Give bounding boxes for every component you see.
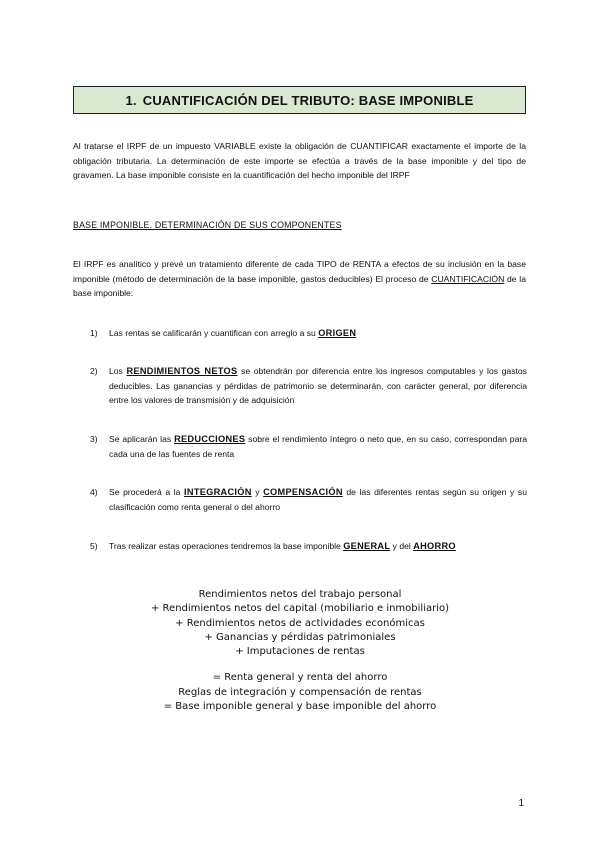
list-text: Tras realizar estas operaciones tendremos la base imponible: [109, 541, 344, 551]
list-emphasis: REDUCCIONES: [174, 434, 246, 444]
formula-line: + Rendimientos netos de actividades económicas: [175, 617, 425, 629]
formula-result-line: = Base imponible general y base imponible del ahorro: [163, 701, 437, 713]
formula-block: [0, 588, 600, 714]
formula-line: + Imputaciones de rentas: [235, 646, 365, 658]
list-emphasis: RENDIMIENTOS NETOS: [126, 366, 238, 376]
list-emphasis: GENERAL: [343, 541, 391, 551]
list-marker: 5): [90, 541, 98, 551]
list-emphasis: INTEGRACIÓN: [184, 487, 252, 497]
list-text-after: se obtendrán por diferencia entre los ingresos computables y los gastos deducibles. Las ganancias y pérdidas de patrimonio se determinarán, con carácter general, por diferencia entre los valores de transmisión y de adquisición: [109, 366, 527, 405]
list-marker: 1): [90, 328, 98, 338]
list-text-mid: y: [251, 487, 264, 497]
formula-gap: [0, 659, 600, 671]
list-emphasis-2: AHORRO: [413, 541, 456, 551]
formula-line: Rendimientos netos del trabajo personal: [198, 589, 402, 600]
list-item: [90, 432, 527, 461]
list-text: Las rentas se calificarán y cuantifican con arreglo a su: [109, 328, 319, 338]
list-text: Se aplicarán las: [109, 434, 175, 444]
process-text-after: de la base imponible:: [73, 273, 526, 298]
page-number: 1: [518, 798, 524, 809]
title-number: 1.: [125, 92, 137, 108]
process-text-before: El IRPF es analítico y prevé un tratamiento diferente de cada TIPO de RENTA a efectos de su inclusión en la base imponible (método de determinación de la base imponible, gastos deducibles) El proceso de: [73, 259, 526, 284]
list-emphasis-2: COMPENSACIÓN: [263, 487, 343, 497]
list-text: Los: [109, 366, 127, 376]
process-underlined: CUANTIFICACIÓN: [431, 273, 505, 284]
page-title: [73, 86, 526, 114]
list-item: [90, 326, 527, 341]
list-emphasis: ORIGEN: [318, 328, 357, 338]
process-paragraph: [73, 257, 526, 301]
list-text-after: de las diferentes rentas según su origen y su clasificación como renta general o del ahorro: [109, 487, 527, 512]
list-item: [90, 485, 527, 514]
formula-result-line: Reglas de integración y compensación de rentas: [178, 686, 422, 698]
list-item: [90, 539, 527, 554]
formula-line: + Ganancias y pérdidas patrimoniales: [204, 631, 396, 643]
list-item: [90, 364, 527, 408]
list-marker: 4): [90, 487, 98, 497]
list-marker: 3): [90, 434, 98, 444]
title-text: CUANTIFICACIÓN DEL TRIBUTO: BASE IMPONIBLE: [142, 92, 474, 108]
formula-result-line: = Renta general y renta del ahorro: [212, 672, 388, 684]
intro-paragraph: Al tratarse el IRPF de un impuesto VARIABLE existe la obligación de CUANTIFICAR exactamente el importe de la obligación tributaria. La determinación de este importe se efectúa a través de la base imponible y del tipo de gravamen. La base imponible consiste en la cuantificación del hecho imponible del IRPF: [73, 141, 526, 180]
list-marker: 2): [90, 366, 98, 376]
list-text-mid: y del: [390, 541, 414, 551]
list-text-after: sobre el rendimiento íntegro o neto que, en su caso, correspondan para cada una de las fuentes de renta: [109, 434, 527, 459]
list-text: Se procederá a la: [109, 487, 185, 497]
formula-line: + Rendimientos netos del capital (mobiliario e inmobiliario): [150, 603, 450, 615]
section-heading: BASE IMPONIBLE. DETERMINACIÓN DE SUS COMPONENTES: [73, 220, 342, 230]
